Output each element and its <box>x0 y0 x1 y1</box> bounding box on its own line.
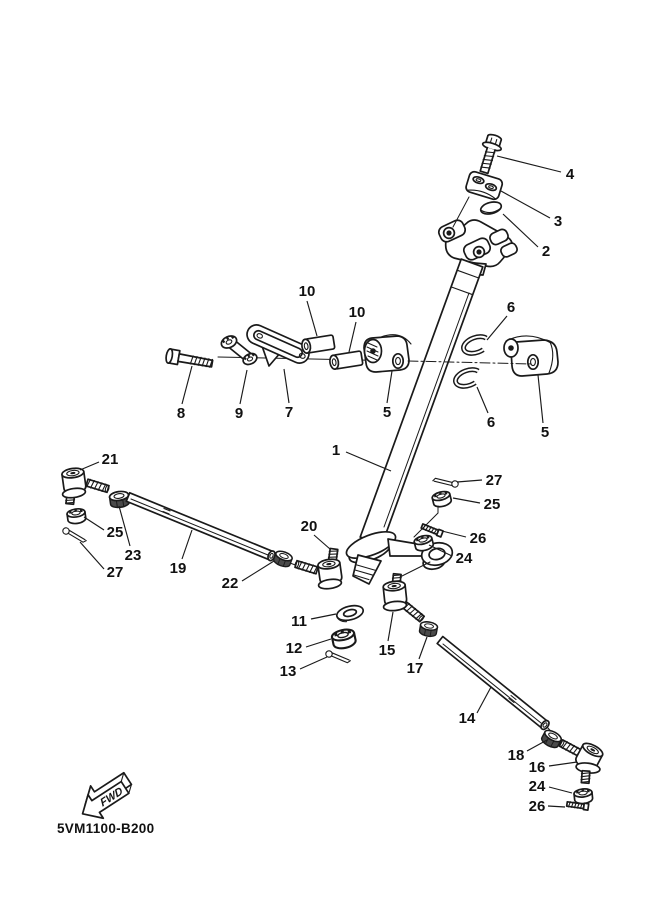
callout-label-15: 15 <box>378 642 396 659</box>
callout-label-6: 6 <box>506 299 516 316</box>
cotter-pin-13 <box>325 651 351 663</box>
collar-bushing-10b <box>329 351 363 370</box>
callout-label-14: 14 <box>458 710 476 727</box>
washer-11 <box>335 603 365 624</box>
callout-leader-18 <box>527 740 547 751</box>
castle-nut-25-right <box>431 490 452 508</box>
callout-label-25: 25 <box>106 524 124 541</box>
callout-label-5: 5 <box>540 424 550 441</box>
callout-label-17: 17 <box>406 660 424 677</box>
cotter-pin-27-right <box>433 476 459 489</box>
callout-leader-26 <box>442 531 466 537</box>
callout-leader-10 <box>307 301 317 336</box>
hex-nut-17 <box>419 621 438 638</box>
castle-nut-24-bottom <box>574 788 593 804</box>
tie-rod-end-21 <box>61 467 110 504</box>
callout-leader-5 <box>538 375 543 423</box>
tie-rod-end-16 <box>558 739 604 783</box>
castle-nut-12 <box>331 628 357 650</box>
callout-leader-9 <box>240 370 247 404</box>
callout-leader-25 <box>84 517 104 530</box>
part-code: 5VM1100-B200 <box>57 821 155 836</box>
callout-leader-6 <box>477 387 488 413</box>
snap-ring-6-top <box>461 334 491 357</box>
callout-label-8: 8 <box>176 405 186 422</box>
callout-leader-21 <box>80 462 99 470</box>
callout-leader-22 <box>242 561 274 581</box>
callout-label-25: 25 <box>483 496 501 513</box>
callout-label-10: 10 <box>298 283 316 300</box>
callout-leader-27 <box>80 542 104 569</box>
callout-leader-20 <box>314 535 330 549</box>
fwd-arrow <box>72 767 138 827</box>
handlebar-upper-clamp-3 <box>465 171 504 201</box>
callout-leader-4 <box>497 156 561 172</box>
callout-label-12: 12 <box>285 640 303 657</box>
callout-leader-16 <box>549 762 577 766</box>
callout-leader-8 <box>182 366 192 404</box>
cap-plug-2 <box>479 200 502 216</box>
snap-ring-6-bottom <box>453 367 483 390</box>
callout-leader-27 <box>457 480 482 482</box>
shaft-clamp-5-right <box>504 336 558 376</box>
callout-label-13: 13 <box>279 663 297 680</box>
callout-leader-6 <box>487 316 507 340</box>
callout-label-18: 18 <box>507 747 525 764</box>
callout-label-1: 1 <box>331 442 341 459</box>
callout-label-19: 19 <box>169 560 187 577</box>
callout-label-26: 26 <box>469 530 487 547</box>
callout-label-27: 27 <box>106 564 124 581</box>
callout-label-3: 3 <box>553 213 563 230</box>
callout-label-10: 10 <box>348 304 366 321</box>
callout-leader-10 <box>349 322 356 352</box>
callout-leader-11 <box>311 614 336 619</box>
callout-leader-15 <box>388 612 393 641</box>
callout-leader-25 <box>453 498 480 503</box>
callout-label-6: 6 <box>486 414 496 431</box>
callout-label-21: 21 <box>101 451 119 468</box>
hex-bolt-8 <box>165 348 213 370</box>
callout-label-4: 4 <box>565 166 575 183</box>
tie-rod-end-15 <box>383 574 425 623</box>
castle-nut-25-left <box>67 508 87 525</box>
callout-leader-3 <box>501 191 550 218</box>
callout-label-5: 5 <box>382 404 392 421</box>
callout-leader-13 <box>300 657 327 669</box>
callout-label-27: 27 <box>485 472 503 489</box>
callout-label-20: 20 <box>300 518 318 535</box>
tie-rod-14 <box>437 637 550 731</box>
fwd-label: FWD <box>98 785 125 810</box>
tie-rod-end-20 <box>294 548 342 590</box>
shaft-clamp-5-left <box>364 335 411 372</box>
callout-leader-12 <box>306 639 331 647</box>
callout-leader-26 <box>548 806 565 807</box>
callout-label-26: 26 <box>528 798 546 815</box>
callout-leader-14 <box>477 687 491 713</box>
cotter-pin-27-left <box>61 527 88 543</box>
callout-leader-7 <box>284 369 289 403</box>
flange-bolt-4 <box>475 133 505 176</box>
hex-nut-22 <box>272 549 293 568</box>
callout-leader-5 <box>387 371 392 403</box>
callout-label-22: 22 <box>221 575 239 592</box>
callout-label-9: 9 <box>234 405 244 422</box>
callout-leader-1 <box>346 452 391 471</box>
callout-leader-24 <box>549 787 572 793</box>
callout-label-23: 23 <box>124 547 142 564</box>
callout-label-24: 24 <box>455 550 473 567</box>
callout-label-7: 7 <box>284 404 294 421</box>
callout-label-11: 11 <box>291 613 307 630</box>
tie-rod-19 <box>126 493 276 562</box>
callout-leader-17 <box>419 637 427 659</box>
collar-bushing-10a <box>301 335 335 354</box>
callout-label-16: 16 <box>528 759 546 776</box>
callout-label-2: 2 <box>541 243 551 260</box>
callout-leader-19 <box>182 530 192 559</box>
callout-label-24: 24 <box>528 778 546 795</box>
